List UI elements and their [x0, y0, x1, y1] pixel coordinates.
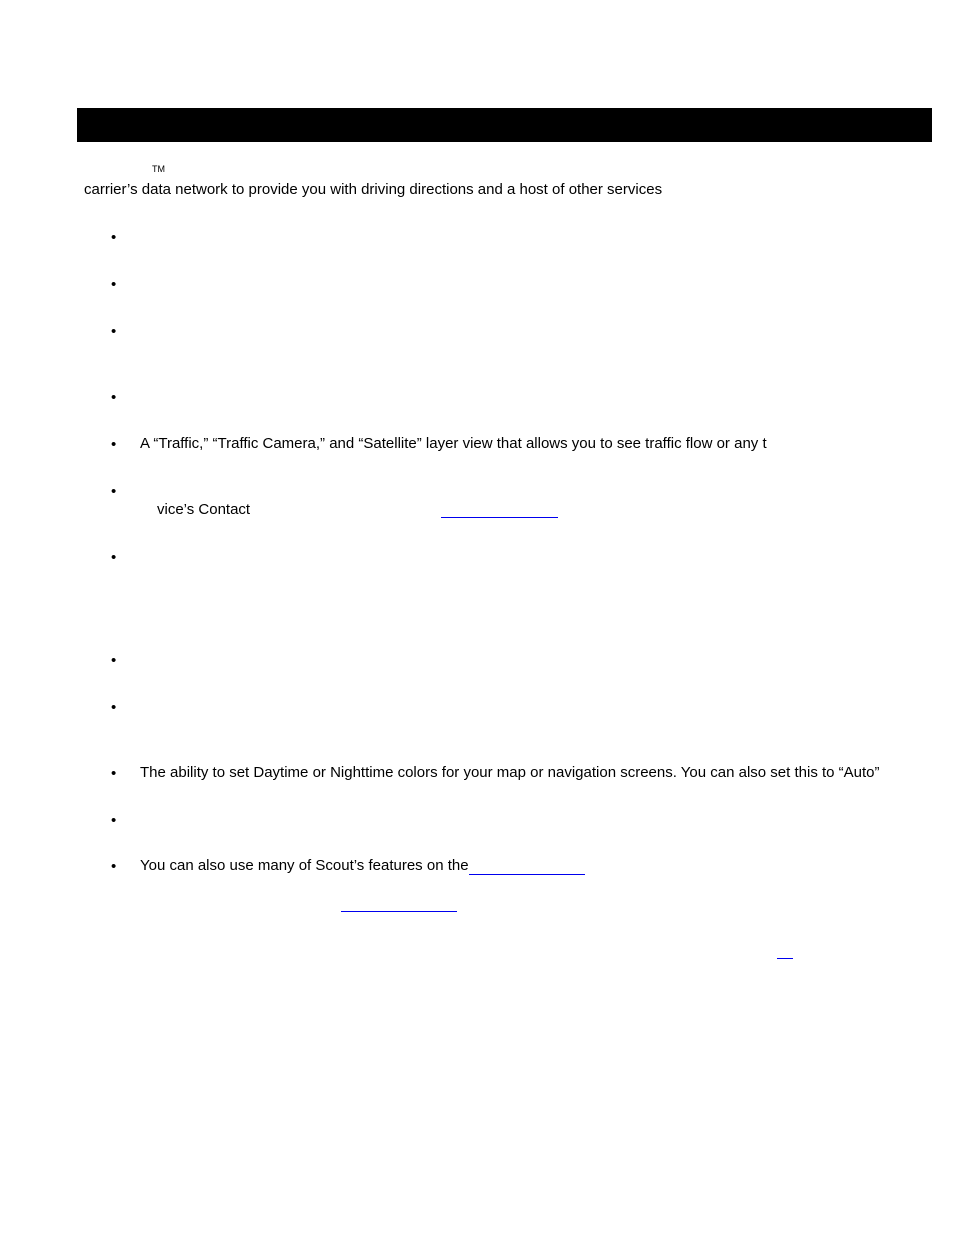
page-reference-link[interactable]	[777, 958, 793, 959]
bullet-4: •	[111, 389, 117, 406]
bullet-8: •	[111, 652, 117, 669]
bullet-text-day-night-colors: The ability to set Daytime or Nighttime colors for your map or navigation screens. You can also set this to “Auto”	[140, 764, 880, 781]
bullet-3: •	[111, 323, 117, 340]
section-header-bar	[77, 108, 932, 142]
intro-text: carrier’s data network to provide you with driving directions and a host of other services	[84, 181, 663, 198]
contact-link[interactable]	[441, 517, 558, 518]
bullet-11: •	[111, 812, 117, 829]
bullet-7: •	[111, 549, 117, 566]
bullet-text-traffic-layers: A “Traffic,” “Traffic Camera,” and “Satellite” layer view that allows you to see traffic flow or any t	[140, 435, 767, 452]
more-info-link[interactable]	[341, 911, 457, 912]
bullet-1: •	[111, 229, 117, 246]
bullet-text-scout-features: You can also use many of Scout’s features on the	[140, 857, 469, 874]
bullet-text-contact: vice’s Contact	[157, 501, 251, 518]
trademark-mark: TM	[152, 164, 165, 174]
bullet-12: •	[111, 858, 117, 875]
scout-features-link[interactable]	[469, 874, 585, 875]
bullet-10: •	[111, 765, 117, 782]
bullet-2: •	[111, 276, 117, 293]
bullet-6: •	[111, 483, 117, 500]
bullet-9: •	[111, 699, 117, 716]
bullet-5: •	[111, 436, 117, 453]
